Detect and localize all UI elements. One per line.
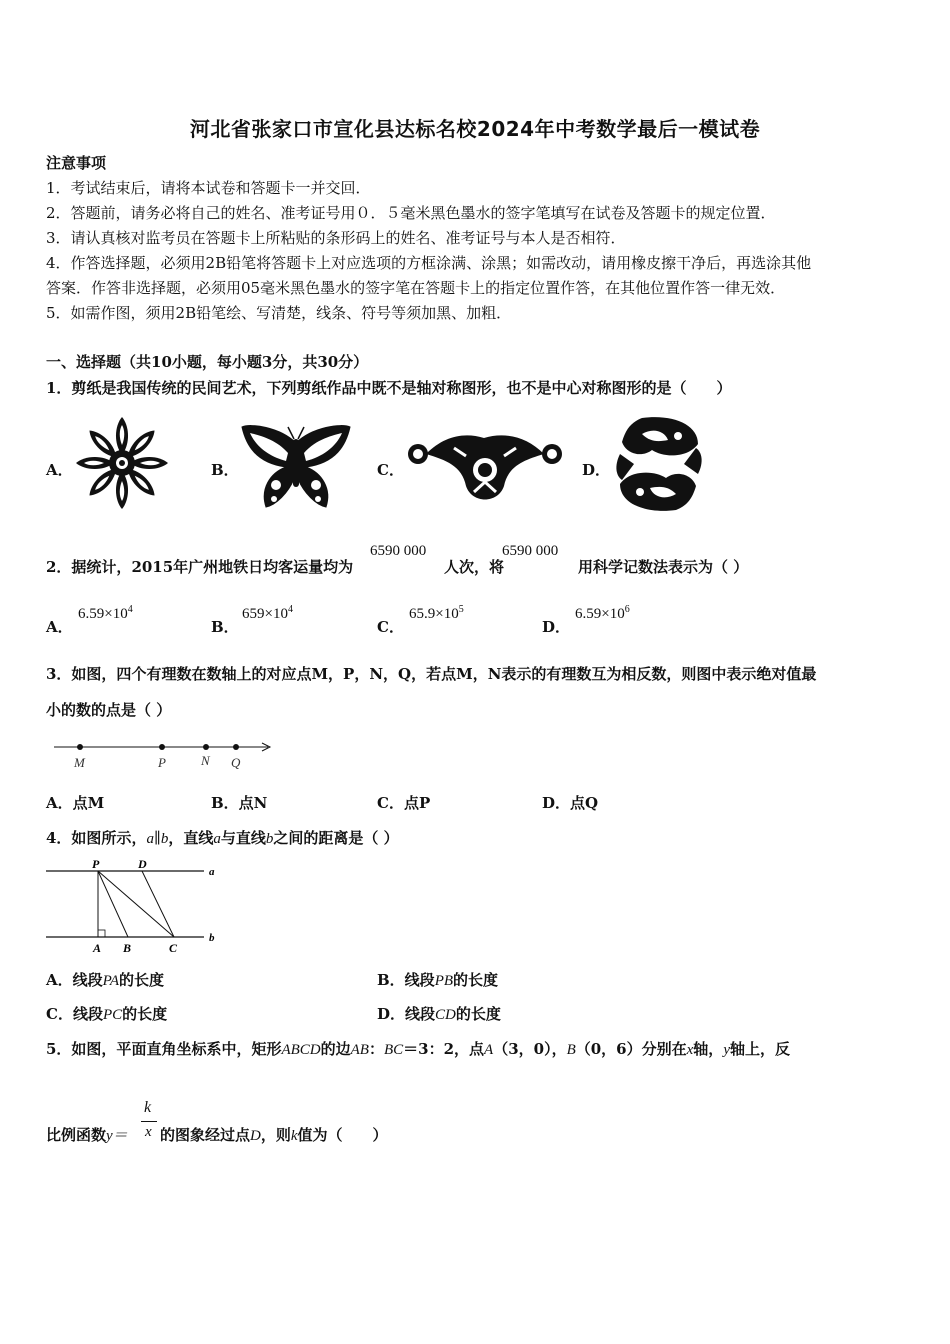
label-b-line: b — [209, 932, 215, 944]
notice-item-3: 3．请认真核对监考员在答题卡上所粘贴的条形码上的姓名、准考证号与本人是否相符． — [46, 229, 626, 247]
notice-item-4: 4．作答选择题，必须用2B铅笔将答题卡上对应选项的方框涂满、涂黑；如需改动，请用橡皮擦干净后，再选涂其他 — [46, 254, 812, 272]
point-q-label: Q — [231, 755, 241, 770]
q2-option-a-value: $6.59\times 10^4$ — [78, 604, 133, 622]
notice-item-4-cont: 答案．作答非选择题，必须用05毫米黑色墨水的签字笔在答题卡上的指定位置作答，在其他位置作答一律无效． — [46, 279, 786, 297]
paper-cut-butterfly-image — [240, 423, 352, 513]
fraction-denominator: x — [145, 1124, 152, 1140]
q1-text: 1．剪纸是我国传统的民间艺术，下列剪纸作品中既不是轴对称图形，也不是中心对称图形的是（ ） — [46, 379, 732, 397]
fraction-bar — [141, 1121, 157, 1122]
label-p: P — [92, 857, 100, 871]
page-title: 河北省张家口市宣化县达标名校2024年中考数学最后一模试卷 — [189, 117, 761, 141]
q5-text-line-1: 5．如图，平面直角坐标系中，矩形ABCD的边AB：BC＝3：2，点A（3，0），B（0，6）分别在x轴，y轴上，反 — [46, 1040, 790, 1058]
q5-text-line-2a: 比例函数y＝ — [46, 1126, 128, 1144]
paper-cut-birds-image — [612, 414, 706, 514]
point-q — [233, 744, 239, 750]
label-a-line: a — [209, 866, 215, 878]
q3-option-a: A．点M — [46, 794, 105, 812]
point-m — [77, 744, 83, 750]
q2-option-a-label: A． — [46, 618, 73, 636]
q2-text-post: 用科学记数法表示为（ ） — [578, 558, 749, 576]
q2-option-c-value: $65.9\times 10^5$ — [409, 604, 464, 622]
paper-cut-flower-image — [76, 413, 168, 513]
label-b: B — [123, 941, 132, 955]
notice-item-1: 1．考试结束后，请将本试卷和答题卡一并交回． — [46, 179, 371, 197]
notice-item-2: 2．答题前，请务必将自己的姓名、准考证号用０．５毫米黑色墨水的签字笔填写在试卷及答题卡的规定位置． — [46, 204, 776, 222]
section-heading: 一、选择题（共10小题，每小题3分，共30分） — [46, 353, 369, 371]
q1-option-b: B． — [211, 461, 239, 479]
q4-option-a: A．线段PA的长度 — [46, 971, 165, 989]
q1-option-a: A． — [46, 461, 73, 479]
point-m-label: M — [74, 755, 85, 770]
q2-number-1: 6590 000 — [370, 543, 427, 559]
q2-option-c-label: C． — [377, 618, 404, 636]
q3-option-b: B．点N — [211, 794, 268, 812]
fraction-numerator: k — [144, 1099, 152, 1116]
q3-text-line-1: 3．如图，四个有理数在数轴上的对应点M，P，N，Q，若点M，N表示的有理数互为相反数，则图中表示绝对值最 — [46, 665, 817, 683]
point-p — [159, 744, 165, 750]
notice-heading: 注意事项 — [46, 154, 107, 172]
notice-item-5: 5．如需作图，须用2B铅笔绘、写清楚，线条、符号等须加黑、加粗． — [46, 304, 512, 322]
q3-text-line-2: 小的数的点是（ ） — [46, 701, 172, 719]
q1-option-c: C． — [377, 461, 404, 479]
q2-option-d-label: D． — [542, 618, 571, 636]
q4-text: 4．如图所示，a∥b，直线a与直线b之间的距离是（ ） — [46, 829, 399, 847]
q5-text-line-2b: 的图象经过点D，则k值为（ ） — [160, 1126, 388, 1144]
q4-option-c: C．线段PC的长度 — [46, 1005, 168, 1023]
label-a: A — [93, 941, 102, 955]
number-line-diagram — [52, 736, 277, 776]
q4-option-b: B．线段PB的长度 — [377, 971, 499, 989]
parallel-lines-diagram — [44, 856, 224, 956]
q1-option-d: D． — [582, 461, 611, 479]
paper-cut-knot-image — [404, 426, 566, 514]
q4-option-d: D．线段CD的长度 — [377, 1005, 501, 1023]
q3-option-d: D．点Q — [542, 794, 599, 812]
q2-option-b-value: $659\times 10^4$ — [242, 604, 293, 622]
point-p-label: P — [158, 755, 166, 770]
q2-text-mid: 人次，将 — [444, 558, 505, 576]
q2-option-b-label: B． — [211, 618, 239, 636]
q2-number-2: 6590 000 — [502, 543, 559, 559]
q2-option-d-value: $6.59\times 10^6$ — [575, 604, 630, 622]
point-n-label: N — [201, 753, 210, 768]
q3-option-c: C．点P — [377, 794, 431, 812]
label-d: D — [138, 857, 147, 871]
point-n — [203, 744, 209, 750]
q2-text-pre: 2．据统计，2015年广州地铁日均客运量均为 — [46, 558, 354, 576]
label-c: C — [169, 941, 178, 955]
